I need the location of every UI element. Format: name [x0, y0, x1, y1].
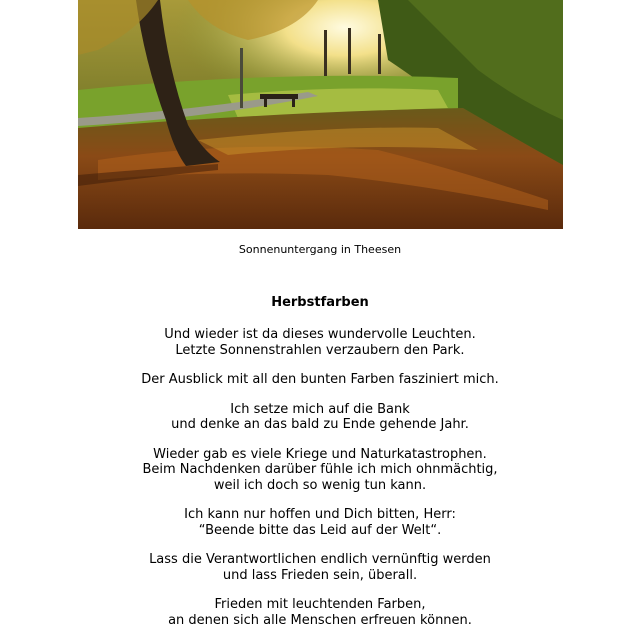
- poem-line: Ich kann nur hoffen und Dich bitten, Herr:: [184, 507, 456, 522]
- poem-line: Beim Nachdenken darüber fühle ich mich ohnmächtig,: [142, 462, 498, 477]
- poem-stanza: [0, 402, 640, 433]
- poem-line: Wieder gab es viele Kriege und Naturkatastrophen.: [153, 446, 487, 462]
- poem-line: Ich setze mich auf die Bank: [230, 401, 410, 417]
- poem-stanza: [0, 327, 640, 358]
- poem-line: Und wieder ist da dieses wundervolle Leuchten.: [164, 327, 476, 342]
- poem-title: Herbstfarben: [271, 295, 369, 310]
- poem-stanza: [0, 597, 640, 628]
- poem-line: Letzte Sonnenstrahlen verzaubern den Park.: [175, 342, 465, 358]
- park-sunset-photo: [78, 0, 563, 229]
- poem-line: weil ich doch so wenig tun kann.: [213, 477, 427, 493]
- poem-stanza: [0, 552, 640, 583]
- poem-stanza: [0, 447, 640, 494]
- poem-line: “Beende bitte das Leid auf der Welt“.: [198, 522, 442, 538]
- park-sunset-illustration: [78, 0, 563, 229]
- poem-stanza: [0, 507, 640, 538]
- poem-line: an denen sich alle Menschen erfreuen können.: [168, 612, 472, 628]
- poem-line: und lass Frieden sein, überall.: [222, 567, 418, 583]
- poem-line: Frieden mit leuchtenden Farben,: [214, 597, 426, 612]
- poem-line: Lass die Verantwortlichen endlich vernünftig werden: [149, 552, 491, 567]
- poem-line: und denke an das bald zu Ende gehende Jahr.: [171, 417, 469, 432]
- image-caption: Sonnenuntergang in Theesen: [238, 243, 402, 256]
- poem-line: Der Ausblick mit all den bunten Farben fasziniert mich.: [141, 372, 499, 387]
- poem-stanza: [0, 372, 640, 388]
- poem: [0, 295, 640, 640]
